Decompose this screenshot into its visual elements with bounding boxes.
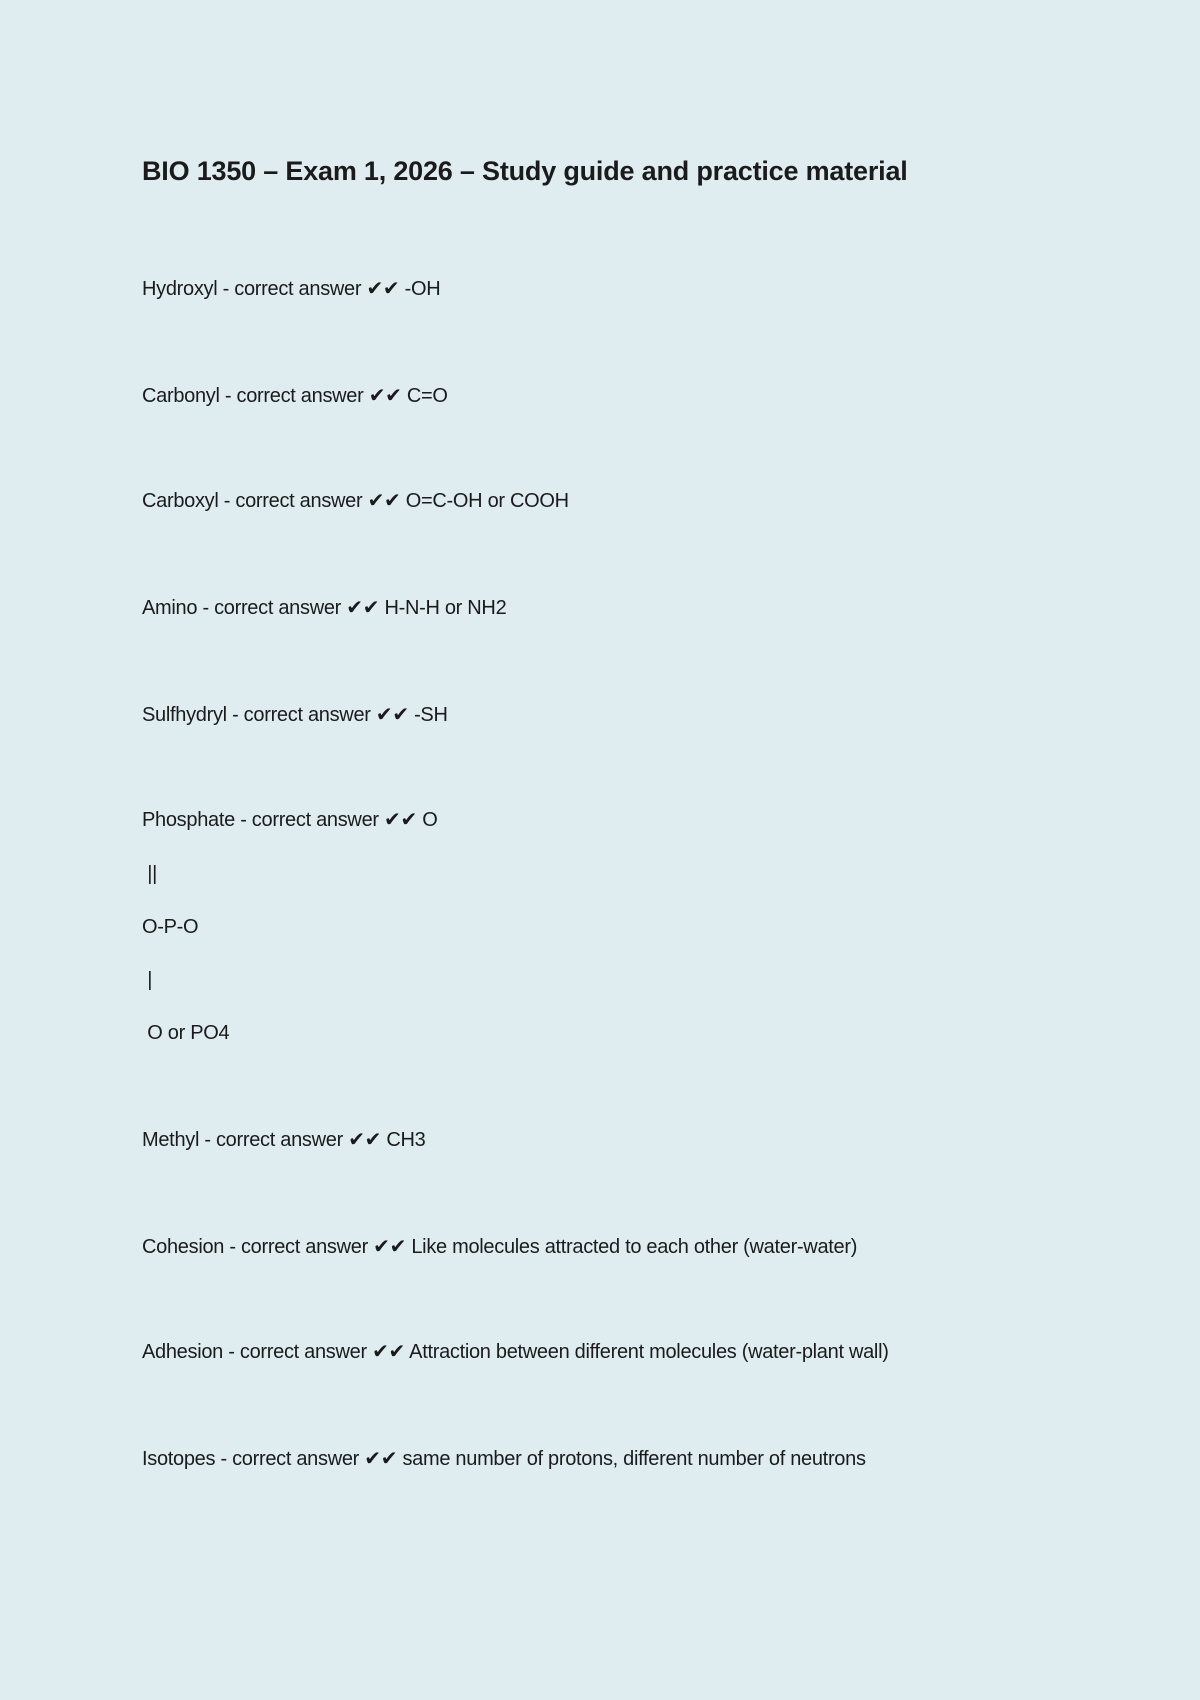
entry-isotopes: Isotopes - correct answer ✔✔ same number of protons, different number of neutrons <box>142 1448 866 1470</box>
entry-amino: Amino - correct answer ✔✔ H-N-H or NH2 <box>142 597 507 619</box>
entry-carbonyl: Carbonyl - correct answer ✔✔ C=O <box>142 385 448 407</box>
entry-phosphate: Phosphate - correct answer ✔✔ O <box>142 809 438 831</box>
phosphate-structure-line: O or PO4 <box>142 1022 230 1044</box>
entry-hydroxyl: Hydroxyl - correct answer ✔✔ -OH <box>142 278 441 300</box>
phosphate-structure-line: || <box>142 863 158 885</box>
phosphate-structure-line: | <box>142 969 153 991</box>
entry-carboxyl: Carboxyl - correct answer ✔✔ O=C-OH or COOH <box>142 490 569 512</box>
phosphate-structure-line: O-P-O <box>142 916 199 938</box>
entry-methyl: Methyl - correct answer ✔✔ CH3 <box>142 1129 426 1151</box>
document-title: BIO 1350 – Exam 1, 2026 – Study guide and practice material <box>142 156 908 186</box>
entry-sulfhydryl: Sulfhydryl - correct answer ✔✔ -SH <box>142 704 448 726</box>
entry-adhesion: Adhesion - correct answer ✔✔ Attraction between different molecules (water-plant wall) <box>142 1341 889 1363</box>
entry-cohesion: Cohesion - correct answer ✔✔ Like molecules attracted to each other (water-water) <box>142 1236 858 1258</box>
